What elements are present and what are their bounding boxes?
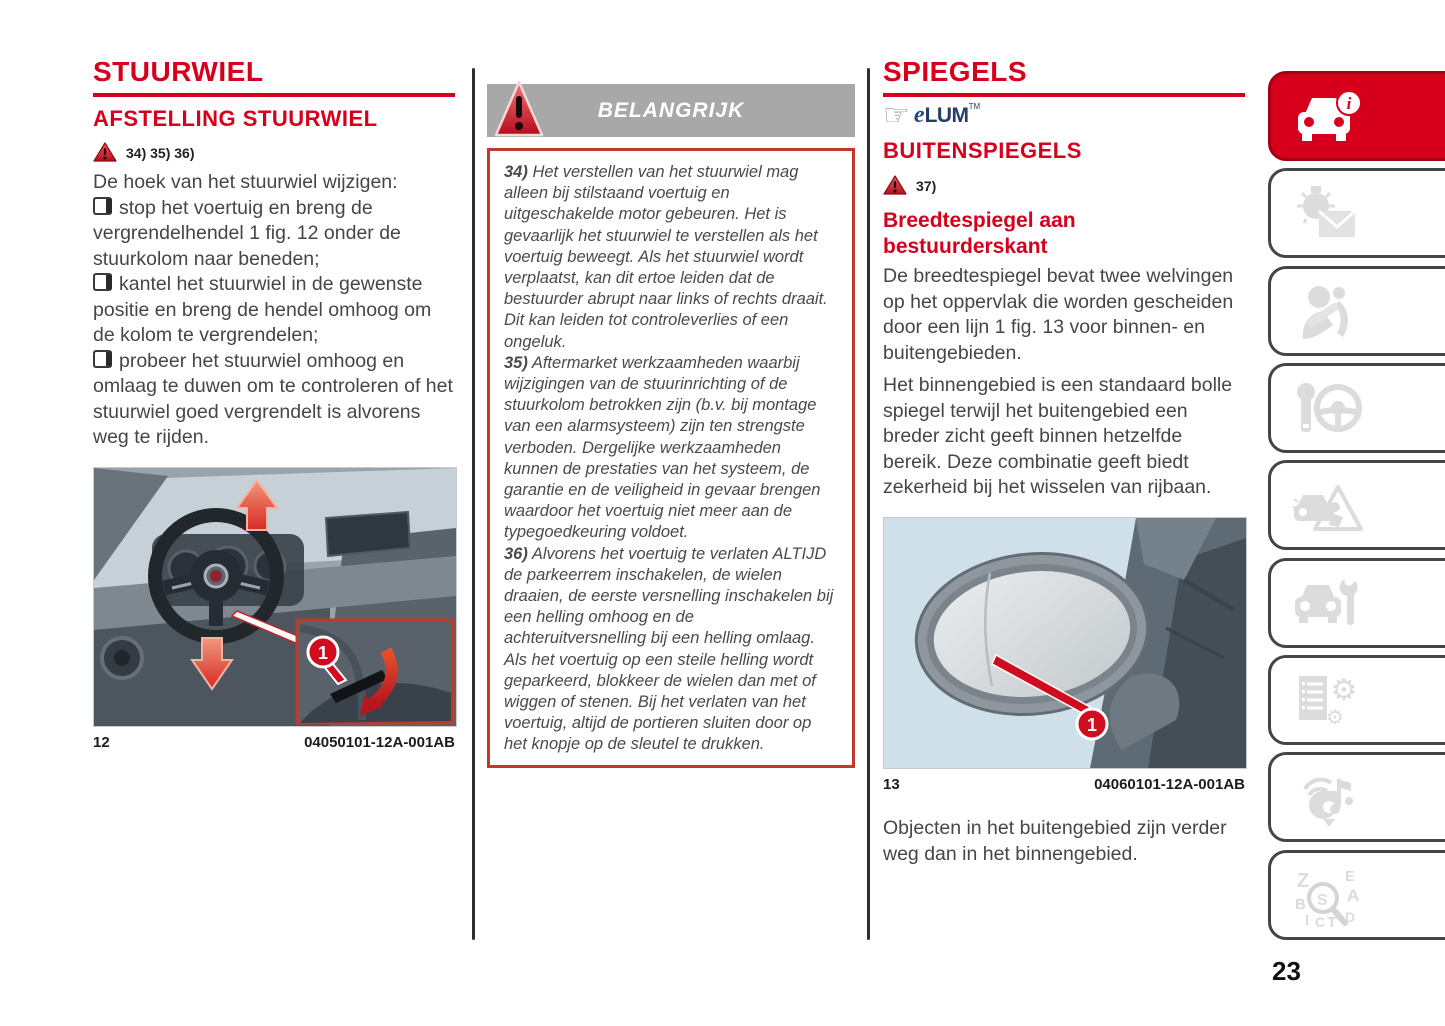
warning-34: 34) Het verstellen van het stuurwiel mag alleen bij stilstaand voertuig en uitgeschakelde motor gebeuren. Het is gevaarlijk het stuurwiel te verstellen als het voertuig beweegt. Als het stuurwiel wordt verplaatst, kan dit ertoe leiden dat de bestuurder abrupt naar links of rechts draait. Dit kan leiden tot controleverlies of een ongeluk. <box>504 163 828 351</box>
car-wrench-icon <box>1293 575 1365 635</box>
right-footer-text <box>883 816 1245 874</box>
specs-gears-icon <box>1293 672 1365 732</box>
column-divider <box>867 68 870 940</box>
figure-code: 04050101-12A-001AB <box>304 734 455 751</box>
occupant-airbag-icon <box>1293 283 1365 343</box>
key-steering-wheel-icon <box>1293 380 1365 440</box>
figure-12 <box>93 467 455 751</box>
elum-logo: eLUM™ <box>913 102 981 128</box>
warning-triangle-icon <box>883 175 907 196</box>
svg-text:I: I <box>1305 912 1310 927</box>
square-bullet-icon <box>93 197 112 215</box>
figure-13-callout: 1 <box>1086 715 1098 735</box>
warning-triangle-icon <box>93 142 117 163</box>
multimedia-icon <box>1293 769 1365 829</box>
pointing-hand-icon: ☞ <box>883 98 910 132</box>
paragraph: Objecten in het buitengebied zijn verder weg dan in het binnengebied. <box>883 817 1227 865</box>
banner-label: BELANGRIJK <box>597 98 745 122</box>
subsection-title-afstelling: AFSTELLING STUURWIEL <box>93 106 378 131</box>
car-warning-triangle-icon <box>1293 477 1365 537</box>
figure-12-callout: 1 <box>317 643 329 663</box>
warning-refs: 37) <box>916 177 937 194</box>
sidebar-tab-technical-data[interactable] <box>1268 655 1445 745</box>
paragraph: Het binnengebied is een standaard bolle spiegel terwijl het buitengebied een breder zicht geeft binnen hetzelfde bereik. Deze combinatie geeft biedt zekerheid bij het wisselen van rijbaan. <box>883 374 1233 498</box>
svg-text:A: A <box>1347 886 1360 905</box>
sidebar-tab-safety[interactable] <box>1268 266 1445 356</box>
sidebar-tab-emergency[interactable] <box>1268 460 1445 550</box>
svg-text:D: D <box>1345 909 1356 925</box>
middle-column <box>487 56 855 754</box>
figure-13-image <box>883 517 1247 769</box>
elum-link[interactable] <box>883 98 1245 132</box>
page-number: 23 <box>1272 956 1301 986</box>
warning-refs: 34) 35) 36) <box>126 144 195 161</box>
important-warning-box <box>487 148 855 768</box>
warning-refs-row <box>93 142 455 163</box>
square-bullet-icon <box>93 273 112 291</box>
sidebar-tab-dashboard-and-messages[interactable] <box>1268 168 1445 258</box>
sidebar-tab-starting-and-driving[interactable] <box>1268 363 1445 453</box>
car-info-icon <box>1293 88 1365 148</box>
svg-text:⚙: ⚙ <box>1330 674 1358 707</box>
column-divider <box>472 68 475 940</box>
figure-13-caption <box>883 776 1245 793</box>
warning-36: 36) Alvorens het voertuig te verlaten ALTIJD de parkeerrem inschakelen, de wielen draaien, de eerste versnelling inschakelen bij een helling omhoog en de achteruitversnelling bij een helling omlaag. Als het voertuig op een steile helling wordt geparkeerd, blokkeer de wielen dan met of wiggen of stenen. Bij het verlaten van het voertuig, altijd de portieren sluiten door op het knopje op de sleutel te drukken. <box>504 544 834 754</box>
heading-breedtespiegel: Breedtespiegel aan bestuurderskant <box>883 209 1076 258</box>
svg-text:C: C <box>1315 914 1326 927</box>
bullet-item: kantel het stuurwiel in de gewenste positie en breng de hendel omhoog om de kolom te vergrendelen; <box>93 273 432 346</box>
figure-12-caption <box>93 734 455 751</box>
svg-text:i: i <box>1346 94 1352 113</box>
left-column <box>93 56 455 751</box>
svg-text:S: S <box>1317 892 1328 909</box>
warning-35: 35) Aftermarket werkzaamheden waarbij wijzigingen van de stuurinrichting of de stuurkolom betrokken zijn (b.v. bij montage van een alarmsysteem) zijn ten strengste verboden. Dergelijke werkzaamheden kunnen de prestaties van het systeem, de garantie en de veiligheid in gevaar brengen waardoor het voertuig niet meer aan de typegoedkeuring voldoet. <box>504 353 821 542</box>
svg-text:Z: Z <box>1297 870 1310 892</box>
figure-12-image <box>93 467 457 727</box>
left-body-text <box>93 170 455 451</box>
section-title-stuurwiel: STUURWIEL <box>93 56 455 97</box>
important-banner <box>487 84 855 137</box>
figure-code: 04060101-12A-001AB <box>1094 776 1245 793</box>
sidebar-tab-vehicle-info[interactable] <box>1268 71 1445 161</box>
bullet-item: probeer het stuurwiel omhoog en omlaag te duwen om te controleren of het stuurwiel goed vergrendelt is alvorens weg te rijden. <box>93 349 453 448</box>
paragraph: De breedtespiegel bevat twee welvingen op het oppervlak die worden gescheiden door een lijn 1 fig. 13 voor binnen- en buitengebieden. <box>883 265 1234 364</box>
subsection-title-buitenspiegels: BUITENSPIEGELS <box>883 138 1082 163</box>
warning-triangle-icon <box>493 78 545 145</box>
figure-13 <box>883 517 1245 793</box>
figure-number: 13 <box>883 776 900 793</box>
intro-paragraph: De hoek van het stuurwiel wijzigen: <box>93 171 398 193</box>
alphabetical-index-icon <box>1293 867 1365 927</box>
section-title-spiegels: SPIEGELS <box>883 56 1245 97</box>
warning-light-envelope-icon <box>1293 185 1365 245</box>
square-bullet-icon <box>93 350 112 368</box>
svg-text:T: T <box>1327 915 1337 927</box>
right-column <box>883 56 1245 865</box>
figure-number: 12 <box>93 734 110 751</box>
sidebar-tab-index[interactable] <box>1268 850 1445 940</box>
svg-text:B: B <box>1295 896 1306 913</box>
warning-refs-row <box>883 175 1245 196</box>
svg-text:⚙: ⚙ <box>1326 707 1344 729</box>
right-body-text <box>883 264 1245 508</box>
sidebar-tab-multimedia[interactable] <box>1268 752 1445 842</box>
sidebar-tab-service-and-maintenance[interactable] <box>1268 558 1445 648</box>
bullet-item: stop het voertuig en breng de vergrendelhendel 1 fig. 12 onder de stuurkolom naar beneden; <box>93 196 401 270</box>
svg-text:E: E <box>1345 868 1356 885</box>
